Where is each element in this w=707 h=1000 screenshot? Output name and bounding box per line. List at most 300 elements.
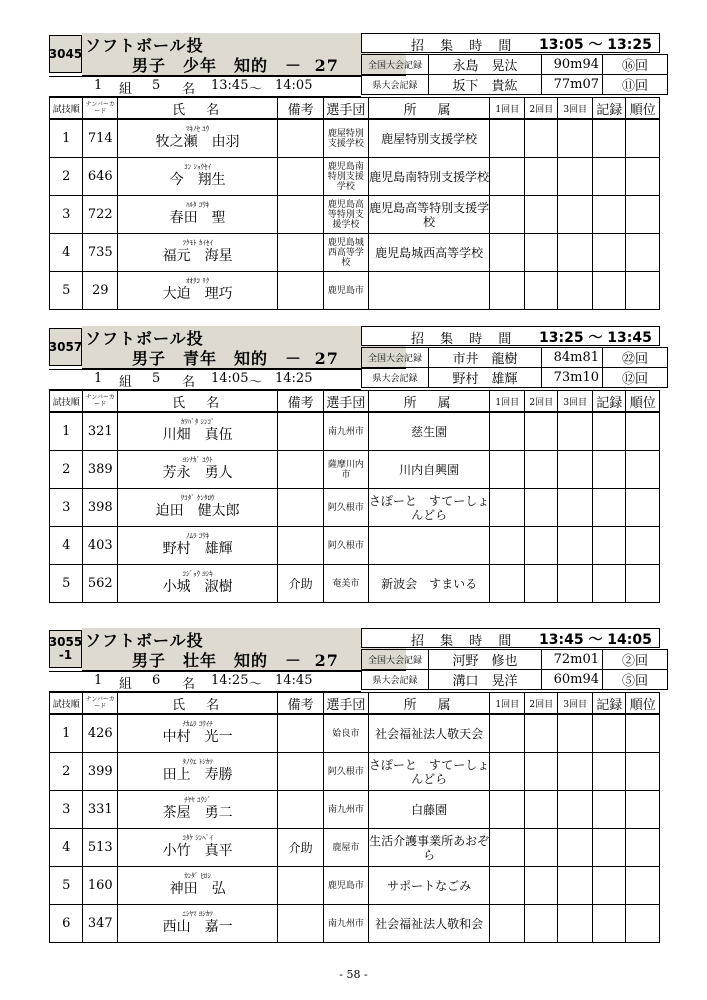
entry-record-blank [592, 565, 625, 603]
record-label: 全国大会記録 [362, 348, 429, 368]
entry-name-cell [117, 527, 277, 565]
entry-note [278, 158, 324, 196]
group-start: 13:45 [211, 78, 249, 93]
entry-name-kana: ﾊﾙﾀ ｺｳｷ [186, 200, 210, 209]
entry-name: 神田 弘 [169, 880, 226, 897]
group-group-label: 組 [119, 375, 133, 390]
entry-card-number: 722 [83, 196, 118, 234]
entry-r3-blank [558, 119, 593, 158]
entry-affiliation: 鹿児島高等特別支援学校 [368, 196, 490, 234]
entry-r1-blank [490, 451, 525, 489]
entry-note [278, 753, 324, 791]
record-holder: 河野 修也 [429, 650, 542, 670]
entry-name-kana: ﾖｼﾅｶﾞ ﾕｳﾄ [182, 455, 213, 464]
entry-row [50, 829, 660, 867]
call-time-box [361, 628, 660, 648]
entry-row [50, 119, 660, 158]
entry-name-cell [117, 867, 277, 905]
entry-team: 姶良市 [324, 714, 369, 753]
entry-note [278, 791, 324, 829]
entry-affiliation: 慈生園 [368, 412, 490, 451]
entry-affiliation: さぽーと すてーしょんどら [368, 489, 490, 527]
entry-record-blank [592, 905, 625, 943]
header-record: 記録 [592, 391, 625, 413]
entry-note: 介助 [278, 565, 324, 603]
event-title: ソフトボール投 [85, 631, 204, 650]
header-note: 備考 [278, 693, 324, 715]
entry-r2-blank [524, 158, 557, 196]
entry-name-kana: ﾁﾔﾔ ﾕｳｼﾞ [184, 795, 212, 804]
header-aff: 所 属 [368, 693, 490, 715]
header-card: ナンバーカード [83, 391, 118, 413]
entry-note: 介助 [278, 829, 324, 867]
entry-r3-blank [558, 905, 593, 943]
group-count-label: 名 [182, 82, 196, 97]
entry-team: 薩摩川内市 [324, 451, 369, 489]
entry-affiliation: 白藤園 [368, 791, 490, 829]
entry-r2-blank [524, 196, 557, 234]
header-r1: 1回目 [490, 98, 525, 120]
entry-team: 阿久根市 [324, 527, 369, 565]
entry-order: 3 [50, 791, 83, 829]
record-label: 県大会記録 [362, 368, 429, 388]
entry-card-number: 403 [83, 527, 118, 565]
event-block [49, 33, 660, 310]
entry-r2-blank [524, 829, 557, 867]
record-times: ⑪回 [603, 75, 668, 95]
group-tilde: ～ [249, 375, 263, 390]
entry-card-number: 331 [83, 791, 118, 829]
entry-rank-blank [626, 714, 660, 753]
entry-name-cell [117, 119, 277, 158]
entry-note [278, 714, 324, 753]
entry-record-blank [592, 714, 625, 753]
header-card: ナンバーカード [83, 98, 118, 120]
header-record: 記録 [592, 693, 625, 715]
header-record: 記録 [592, 98, 625, 120]
call-time-value: 13:25 ～ 13:45 [539, 330, 652, 346]
header-team: 選手団 [324, 391, 369, 413]
call-time-box [361, 33, 660, 53]
entry-r3-blank [558, 489, 593, 527]
entry-name-kana: ﾆｼﾔﾏ ﾖｼｶﾂ [182, 909, 213, 918]
entry-name-cell [117, 234, 277, 272]
entry-r2-blank [524, 451, 557, 489]
records-table [361, 54, 668, 95]
entry-card-number: 426 [83, 714, 118, 753]
entry-order: 2 [50, 451, 83, 489]
entry-name: 牧之瀬 由羽 [155, 133, 240, 150]
header-r2: 2回目 [524, 98, 557, 120]
entry-name-kana: ﾀﾉｳｴ ﾄｼｶﾂ [182, 757, 213, 766]
entry-row [50, 196, 660, 234]
entry-r1-blank [490, 119, 525, 158]
entry-record-blank [592, 867, 625, 905]
entry-name: 芳永 勇人 [162, 464, 233, 481]
header-note: 備考 [278, 98, 324, 120]
entry-row [50, 905, 660, 943]
entry-r3-blank [558, 272, 593, 310]
entry-card-number: 735 [83, 234, 118, 272]
entry-affiliation: 鹿児島城西高等学校 [368, 234, 490, 272]
event-subtitle: 男子 壮年 知的 － 27 [132, 651, 339, 670]
entry-row [50, 234, 660, 272]
event-subtitle: 男子 青年 知的 － 27 [132, 349, 339, 368]
entry-name-kana: ｺﾀｹ ｼﾝﾍﾟｲ [182, 833, 213, 842]
entry-name-kana: ﾌｸﾓﾄ ｶｲｾｲ [182, 238, 213, 247]
entry-r3-blank [558, 412, 593, 451]
entry-name-kana: ｺﾝ ｼｮｳｾｲ [184, 162, 212, 171]
entry-row [50, 412, 660, 451]
record-times: ⑯回 [603, 55, 668, 75]
event-block [49, 628, 660, 943]
entry-name-cell [117, 158, 277, 196]
entry-r3-blank [558, 451, 593, 489]
entry-rank-blank [626, 753, 660, 791]
record-times: ⑫回 [603, 368, 668, 388]
entry-r3-blank [558, 565, 593, 603]
entry-name: 福元 海星 [162, 247, 233, 264]
entry-card-number: 646 [83, 158, 118, 196]
header-name: 氏 名 [117, 391, 277, 413]
record-value: 90m94 [542, 55, 603, 75]
entry-name: 中村 光一 [162, 728, 233, 745]
event-title-box [82, 326, 406, 369]
entry-name: 西山 嘉一 [162, 918, 233, 935]
entry-rank-blank [626, 234, 660, 272]
entry-name: 小竹 真平 [162, 842, 233, 859]
entry-order: 5 [50, 867, 83, 905]
entry-name-cell [117, 753, 277, 791]
entry-record-blank [592, 791, 625, 829]
entry-name: 川畑 真伍 [162, 426, 233, 443]
entry-rank-blank [626, 905, 660, 943]
event-number: 3045 [49, 35, 82, 73]
entry-record-blank [592, 412, 625, 451]
group-line [49, 76, 361, 97]
record-value: 84m81 [542, 348, 603, 368]
header-r3: 3回目 [558, 391, 593, 413]
entry-r2-blank [524, 272, 557, 310]
event-title: ソフトボール投 [85, 36, 204, 55]
entry-row [50, 867, 660, 905]
entry-note [278, 119, 324, 158]
entry-rank-blank [626, 119, 660, 158]
header-rank: 順位 [626, 391, 660, 413]
header-r2: 2回目 [524, 693, 557, 715]
event-subtitle: 男子 少年 知的 － 27 [132, 56, 339, 75]
header-r1: 1回目 [490, 391, 525, 413]
entry-name: 小城 淑樹 [162, 578, 233, 595]
entry-affiliation [368, 527, 490, 565]
entry-team: 奄美市 [324, 565, 369, 603]
entry-card-number: 513 [83, 829, 118, 867]
entry-r3-blank [558, 714, 593, 753]
entry-r1-blank [490, 527, 525, 565]
entry-affiliation: 社会福祉法人敬和会 [368, 905, 490, 943]
entry-rank-blank [626, 412, 660, 451]
entry-r1-blank [490, 565, 525, 603]
header-r1: 1回目 [490, 693, 525, 715]
entry-card-number: 389 [83, 451, 118, 489]
entry-card-number: 398 [83, 489, 118, 527]
entry-order: 4 [50, 527, 83, 565]
entry-r1-blank [490, 829, 525, 867]
record-times: ㉒回 [603, 348, 668, 368]
entry-r3-blank [558, 753, 593, 791]
header-aff: 所 属 [368, 98, 490, 120]
header-order: 試技順 [50, 98, 83, 120]
entry-r2-blank [524, 489, 557, 527]
records-table [361, 649, 668, 690]
entry-record-blank [592, 489, 625, 527]
entry-affiliation: 鹿児島南特別支援学校 [368, 158, 490, 196]
entry-r3-blank [558, 867, 593, 905]
entry-affiliation: 川内自興園 [368, 451, 490, 489]
entry-name: 田上 寿勝 [162, 766, 233, 783]
entry-rank-blank [626, 791, 660, 829]
entry-card-number: 399 [83, 753, 118, 791]
entry-note [278, 489, 324, 527]
entry-name-cell [117, 489, 277, 527]
entry-team: 鹿屋特別支援学校 [324, 119, 369, 158]
entry-record-blank [592, 196, 625, 234]
group-group: 1 [94, 78, 103, 93]
group-start: 14:25 [211, 673, 249, 688]
entry-r2-blank [524, 714, 557, 753]
entry-name: 春田 聖 [169, 209, 226, 226]
entry-card-number: 714 [83, 119, 118, 158]
entry-order: 1 [50, 714, 83, 753]
entry-card-number: 160 [83, 867, 118, 905]
entry-team: 鹿児島城西高等学校 [324, 234, 369, 272]
records-box [361, 54, 660, 94]
entries-table [49, 692, 660, 943]
entry-r3-blank [558, 234, 593, 272]
entry-name-cell [117, 829, 277, 867]
entry-r1-blank [490, 234, 525, 272]
entry-name-kana: ｻｺﾀﾞ ｹﾝﾀﾛｳ [180, 493, 215, 502]
entry-record-blank [592, 119, 625, 158]
group-count: 5 [152, 371, 161, 386]
entry-r1-blank [490, 272, 525, 310]
entry-r1-blank [490, 714, 525, 753]
entry-card-number: 562 [83, 565, 118, 603]
group-group-label: 組 [119, 677, 133, 692]
entry-r3-blank [558, 158, 593, 196]
entry-order: 2 [50, 158, 83, 196]
entry-name-cell [117, 905, 277, 943]
header-name: 氏 名 [117, 98, 277, 120]
entry-name: 大迫 理巧 [162, 285, 233, 302]
entry-rank-blank [626, 565, 660, 603]
entry-r2-blank [524, 565, 557, 603]
entry-row [50, 527, 660, 565]
group-end: 14:25 [275, 371, 313, 386]
entry-r3-blank [558, 527, 593, 565]
entry-r1-blank [490, 753, 525, 791]
entry-card-number: 29 [83, 272, 118, 310]
header-r2: 2回目 [524, 391, 557, 413]
entry-name-cell [117, 272, 277, 310]
entry-note [278, 196, 324, 234]
entry-record-blank [592, 753, 625, 791]
header-name: 氏 名 [117, 693, 277, 715]
entry-team: 鹿屋市 [324, 829, 369, 867]
entry-row [50, 791, 660, 829]
entry-order: 2 [50, 753, 83, 791]
records-table [361, 347, 668, 388]
group-count: 5 [152, 78, 161, 93]
group-start: 14:05 [211, 371, 249, 386]
entry-row [50, 158, 660, 196]
records-box [361, 649, 660, 689]
entry-record-blank [592, 829, 625, 867]
group-count: 6 [152, 673, 161, 688]
entry-rank-blank [626, 489, 660, 527]
record-value: 73m10 [542, 368, 603, 388]
entry-rank-blank [626, 158, 660, 196]
entry-affiliation: サポートなごみ [368, 867, 490, 905]
entry-r2-blank [524, 867, 557, 905]
header-team: 選手団 [324, 693, 369, 715]
entry-record-blank [592, 272, 625, 310]
record-label: 県大会記録 [362, 670, 429, 690]
entry-rank-blank [626, 272, 660, 310]
entry-name-cell [117, 565, 277, 603]
entry-row [50, 489, 660, 527]
entry-order: 6 [50, 905, 83, 943]
call-time-box [361, 326, 660, 346]
event-block [49, 326, 660, 603]
header-team: 選手団 [324, 98, 369, 120]
header-aff: 所 属 [368, 391, 490, 413]
call-time-label: 招 集 時 間 [411, 634, 518, 649]
entry-team: 阿久根市 [324, 753, 369, 791]
entry-team: 南九州市 [324, 412, 369, 451]
entry-order: 5 [50, 272, 83, 310]
group-count-label: 名 [182, 677, 196, 692]
entry-team: 阿久根市 [324, 489, 369, 527]
entry-row [50, 451, 660, 489]
record-label: 全国大会記録 [362, 55, 429, 75]
group-group-label: 組 [119, 82, 133, 97]
entry-team: 鹿児島市 [324, 867, 369, 905]
entry-name-kana: ｶﾝﾀﾞ ﾋﾛｼ [184, 871, 212, 880]
entry-r3-blank [558, 829, 593, 867]
entry-name: 野村 雄輝 [162, 540, 233, 557]
record-value: 60m94 [542, 670, 603, 690]
entry-order: 3 [50, 489, 83, 527]
entry-row [50, 753, 660, 791]
entry-order: 1 [50, 119, 83, 158]
header-rank: 順位 [626, 693, 660, 715]
entry-name-kana: ｺｼﾞｮｳ ﾖｼｷ [182, 569, 213, 578]
page-number: - 58 - [339, 968, 368, 981]
record-holder: 坂下 貴紘 [429, 75, 542, 95]
entry-r1-blank [490, 791, 525, 829]
entry-card-number: 347 [83, 905, 118, 943]
header-r3: 3回目 [558, 693, 593, 715]
entry-record-blank [592, 451, 625, 489]
record-label: 全国大会記録 [362, 650, 429, 670]
entry-r1-blank [490, 158, 525, 196]
entry-affiliation: 新波会 すまいる [368, 565, 490, 603]
record-holder: 溝口 晃洋 [429, 670, 542, 690]
group-line [49, 369, 361, 390]
entry-affiliation: さぽーと すてーしょんどら [368, 753, 490, 791]
records-box [361, 347, 660, 387]
entry-rank-blank [626, 829, 660, 867]
call-time-label: 招 集 時 間 [411, 332, 518, 347]
record-times: ②回 [603, 650, 668, 670]
group-tilde: ～ [249, 677, 263, 692]
entry-row [50, 272, 660, 310]
entry-r1-blank [490, 905, 525, 943]
entries-table [49, 97, 660, 310]
entry-note [278, 527, 324, 565]
group-end: 14:45 [275, 673, 313, 688]
group-group: 1 [94, 371, 103, 386]
entry-name: 迫田 健太郎 [155, 502, 240, 519]
entry-name: 今 翔生 [169, 171, 226, 188]
entry-note [278, 234, 324, 272]
entry-name-kana: ｶﾜﾊﾞﾀ ｼﾝｺﾞ [180, 417, 215, 426]
entry-name-kana: ｵｵｻｺ ﾘｸ [186, 276, 210, 285]
entry-team: 鹿児島高等特別支援学校 [324, 196, 369, 234]
entry-r2-blank [524, 119, 557, 158]
entry-name-kana: ﾏｷﾉｾ ﾕｳ [186, 124, 210, 133]
entry-r2-blank [524, 791, 557, 829]
entry-record-blank [592, 234, 625, 272]
record-holder: 永島 晃汰 [429, 55, 542, 75]
entry-name: 茶屋 勇二 [162, 804, 233, 821]
call-time-label: 招 集 時 間 [411, 39, 518, 54]
entry-order: 4 [50, 829, 83, 867]
entry-team: 南九州市 [324, 905, 369, 943]
header-note: 備考 [278, 391, 324, 413]
entry-r1-blank [490, 867, 525, 905]
entry-record-blank [592, 527, 625, 565]
record-holder: 市井 龍樹 [429, 348, 542, 368]
entry-row [50, 714, 660, 753]
entry-affiliation: 生活介護事業所あおぞら [368, 829, 490, 867]
entry-order: 3 [50, 196, 83, 234]
entry-card-number: 321 [83, 412, 118, 451]
call-time-value: 13:05 ～ 13:25 [539, 37, 652, 53]
entry-affiliation: 鹿屋特別支援学校 [368, 119, 490, 158]
entry-r2-blank [524, 753, 557, 791]
entry-note [278, 412, 324, 451]
entry-rank-blank [626, 527, 660, 565]
record-holder: 野村 雄輝 [429, 368, 542, 388]
record-value: 77m07 [542, 75, 603, 95]
entry-affiliation [368, 272, 490, 310]
header-card: ナンバーカード [83, 693, 118, 715]
event-number: 3057 [49, 328, 82, 366]
entry-note [278, 451, 324, 489]
group-line [49, 671, 361, 692]
entry-name-cell [117, 451, 277, 489]
record-value: 72m01 [542, 650, 603, 670]
entry-name-cell [117, 412, 277, 451]
call-time-value: 13:45 ～ 14:05 [539, 632, 652, 648]
entry-r1-blank [490, 412, 525, 451]
entry-r1-blank [490, 196, 525, 234]
group-group: 1 [94, 673, 103, 688]
event-number: 3055 -1 [49, 630, 82, 668]
entry-name-cell [117, 196, 277, 234]
